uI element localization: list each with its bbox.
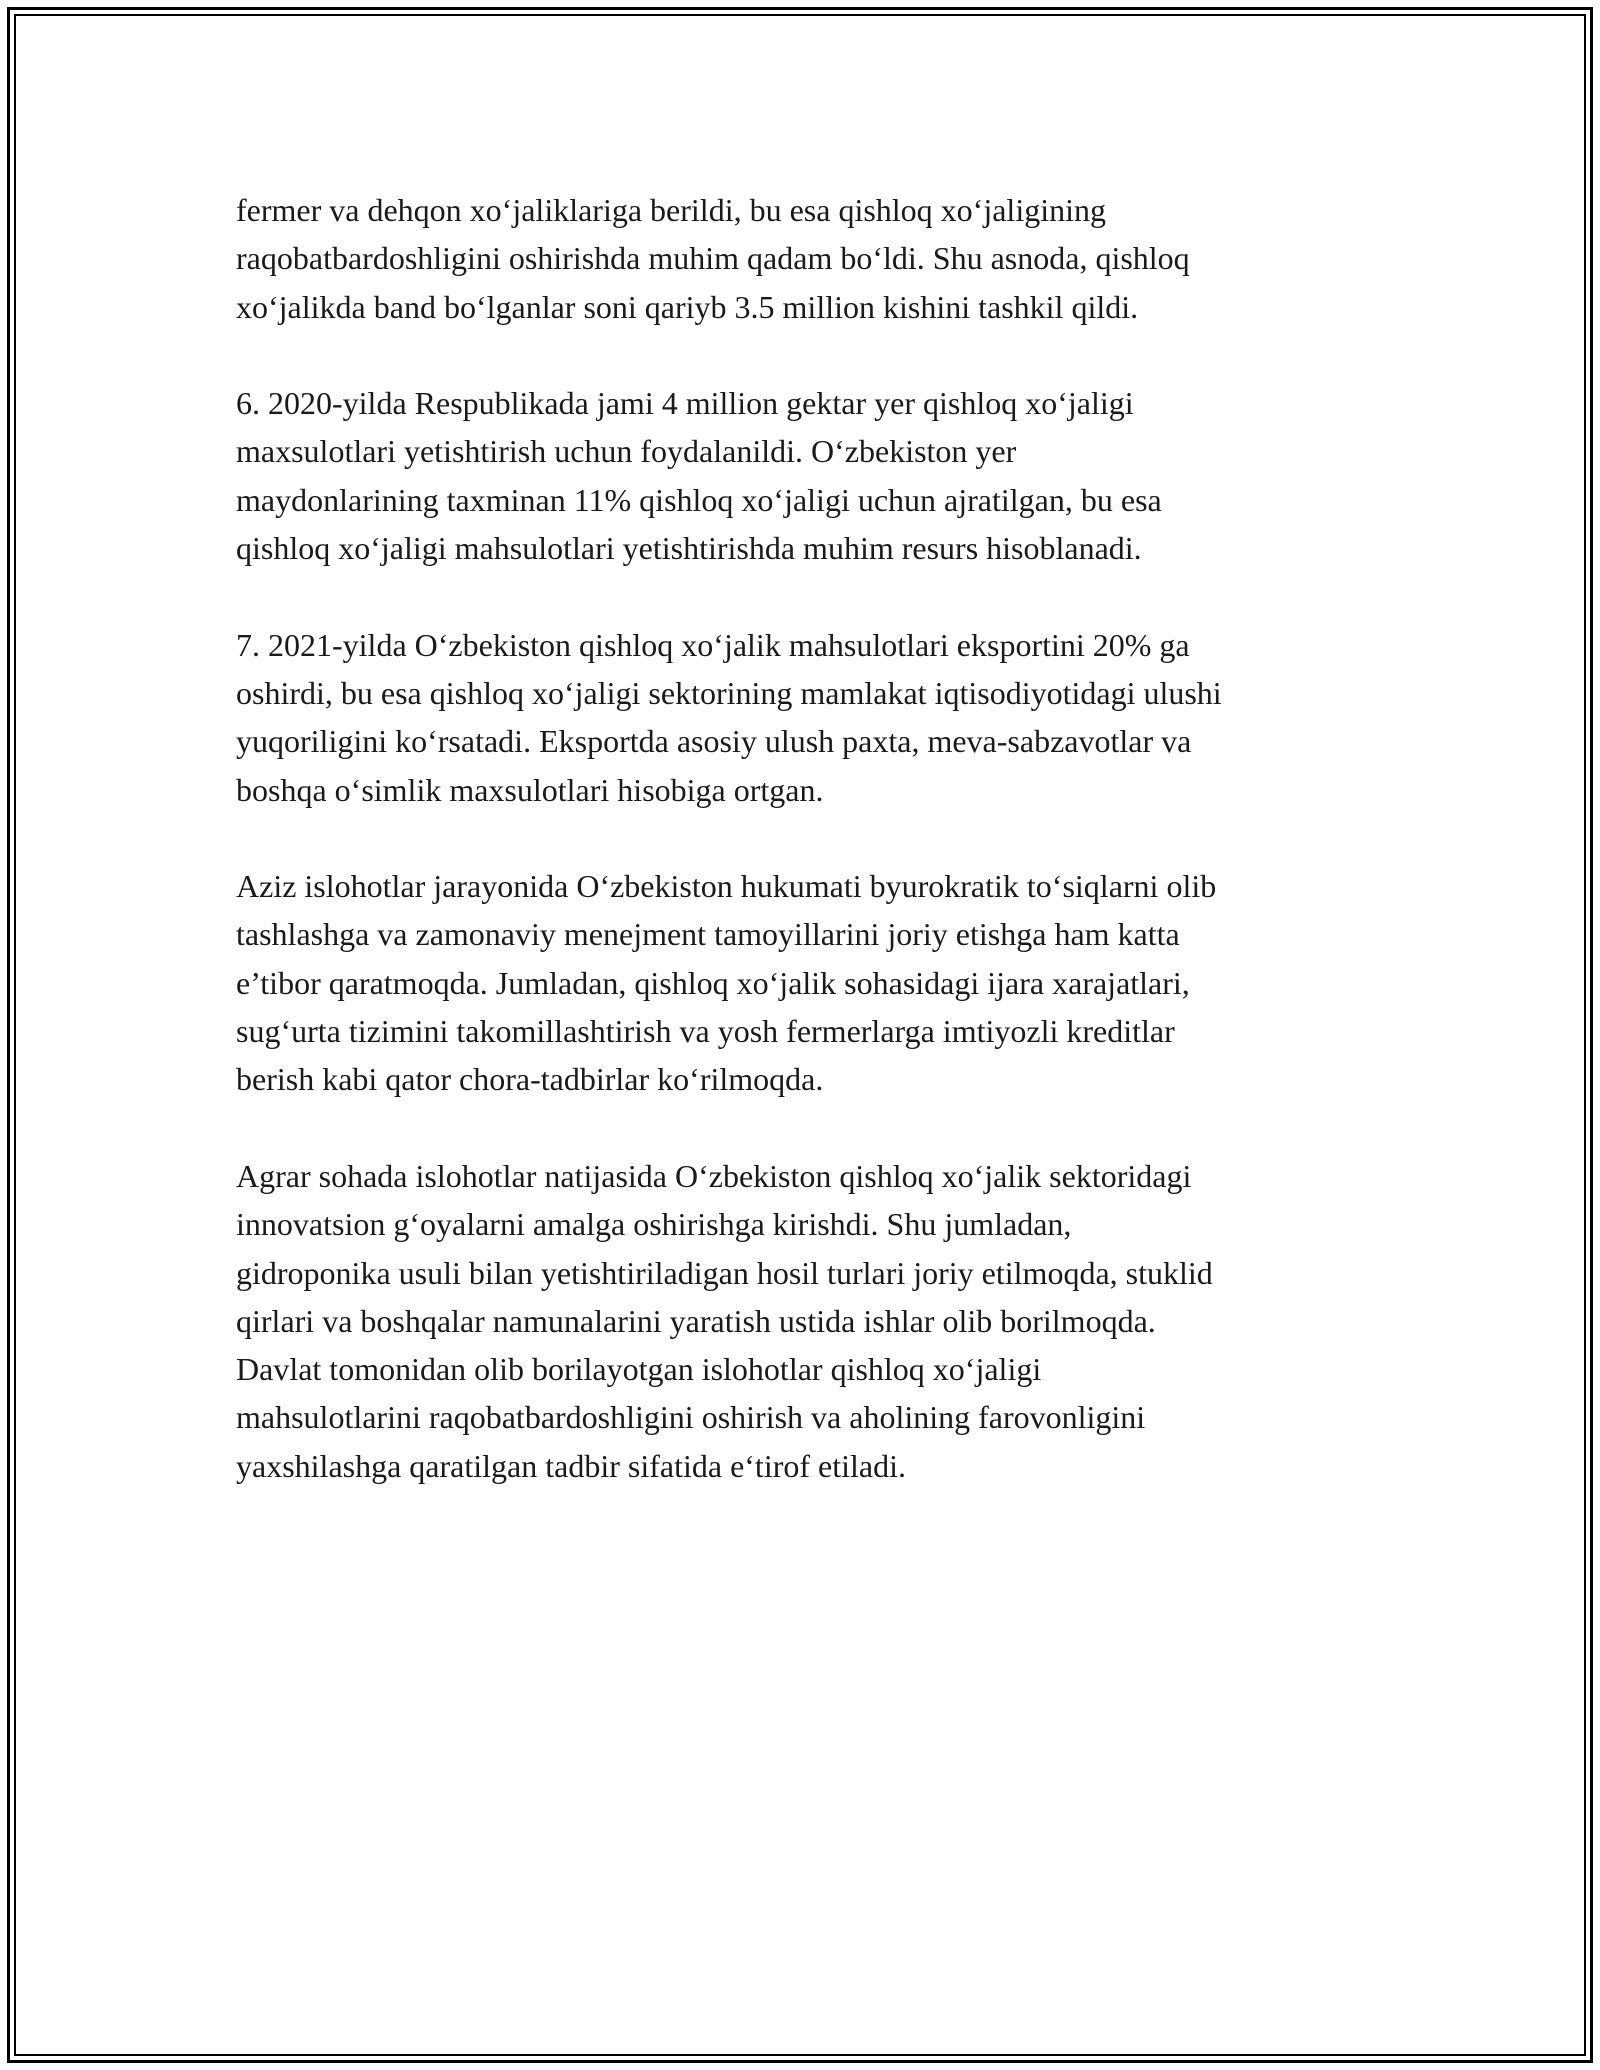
text-line: qirlari va boshqalar namunalarini yaratish ustida ishlar olib borilmoqda. bbox=[236, 1302, 1156, 1339]
text-line: 6. 2020-yilda Respublikada jami 4 million gektar yer qishloq xoʻjaligi bbox=[236, 385, 1134, 422]
text-line: 7. 2021-yilda Oʻzbekiston qishloq xoʻjalik mahsulotlari eksportini 20% ga bbox=[236, 626, 1190, 663]
text-line: yaxshilashga qaratilgan tadbir sifatida eʻtirof etiladi. bbox=[236, 1447, 906, 1484]
text-line: qishloq xoʻjaligi mahsulotlari yetishtirishda muhim resurs hisoblanadi. bbox=[236, 530, 1142, 567]
text-line: raqobatbardoshligini oshirishda muhim qadam boʻldi. Shu asnoda, qishloq bbox=[236, 240, 1190, 277]
text-line: xoʻjalikda band boʻlganlar soni qariyb 3.5 million kishini tashkil qildi. bbox=[236, 288, 1139, 325]
text-line: maxsulotlari yetishtirish uchun foydalanildi. Oʻzbekiston yer bbox=[236, 433, 1017, 470]
text-line: innovatsion gʻoyalarni amalga oshirishga kirishdi. Shu jumladan, bbox=[236, 1206, 1072, 1243]
document-body bbox=[236, 186, 1366, 1538]
text-line: gidroponika usuli bilan yetishtiriladigan hosil turlari joriy etilmoqda, stuklid bbox=[236, 1254, 1213, 1291]
paragraph-1 bbox=[236, 186, 1366, 331]
text-line: oshirdi, bu esa qishloq xoʻjaligi sektorining mamlakat iqtisodiyotidagi ulushi bbox=[236, 674, 1222, 711]
paragraph-2 bbox=[236, 379, 1366, 572]
text-line: e’tibor qaratmoqda. Jumladan, qishloq xoʻjalik sohasidagi ijara xarajatlari, bbox=[236, 964, 1190, 1001]
paragraph-4 bbox=[236, 862, 1366, 1103]
text-line: boshqa oʻsimlik maxsulotlari hisobiga ortgan. bbox=[236, 771, 824, 808]
text-line: berish kabi qator chora-tadbirlar koʻrilmoqda. bbox=[236, 1061, 824, 1098]
paragraph-5 bbox=[236, 1152, 1366, 1490]
text-line: Agrar sohada islohotlar natijasida Oʻzbekiston qishloq xoʻjalik sektoridagi bbox=[236, 1157, 1192, 1194]
paragraph-3 bbox=[236, 621, 1366, 814]
text-line: fermer va dehqon xoʻjaliklariga berildi, bu esa qishloq xoʻjaligining bbox=[236, 192, 1106, 228]
text-line: mahsulotlarini raqobatbardoshligini oshirish va aholining farovonligini bbox=[236, 1399, 1146, 1436]
text-line: sugʻurta tizimini takomillashtirish va yosh fermerlarga imtiyozli kreditlar bbox=[236, 1013, 1175, 1050]
text-line: yuqoriligini koʻrsatadi. Eksportda asosiy ulush paxta, meva-sabzavotlar va bbox=[236, 723, 1192, 760]
text-line: maydonlarining taxminan 11% qishloq xoʻjaligi uchun ajratilgan, bu esa bbox=[236, 481, 1162, 518]
text-line: Aziz islohotlar jarayonida Oʻzbekiston hukumati byurokratik toʻsiqlarni olib bbox=[236, 868, 1217, 905]
text-line: tashlashga va zamonaviy menejment tamoyillarini joriy etishga ham katta bbox=[236, 916, 1180, 953]
text-line: Davlat tomonidan olib borilayotgan islohotlar qishloq xoʻjaligi bbox=[236, 1351, 1042, 1388]
